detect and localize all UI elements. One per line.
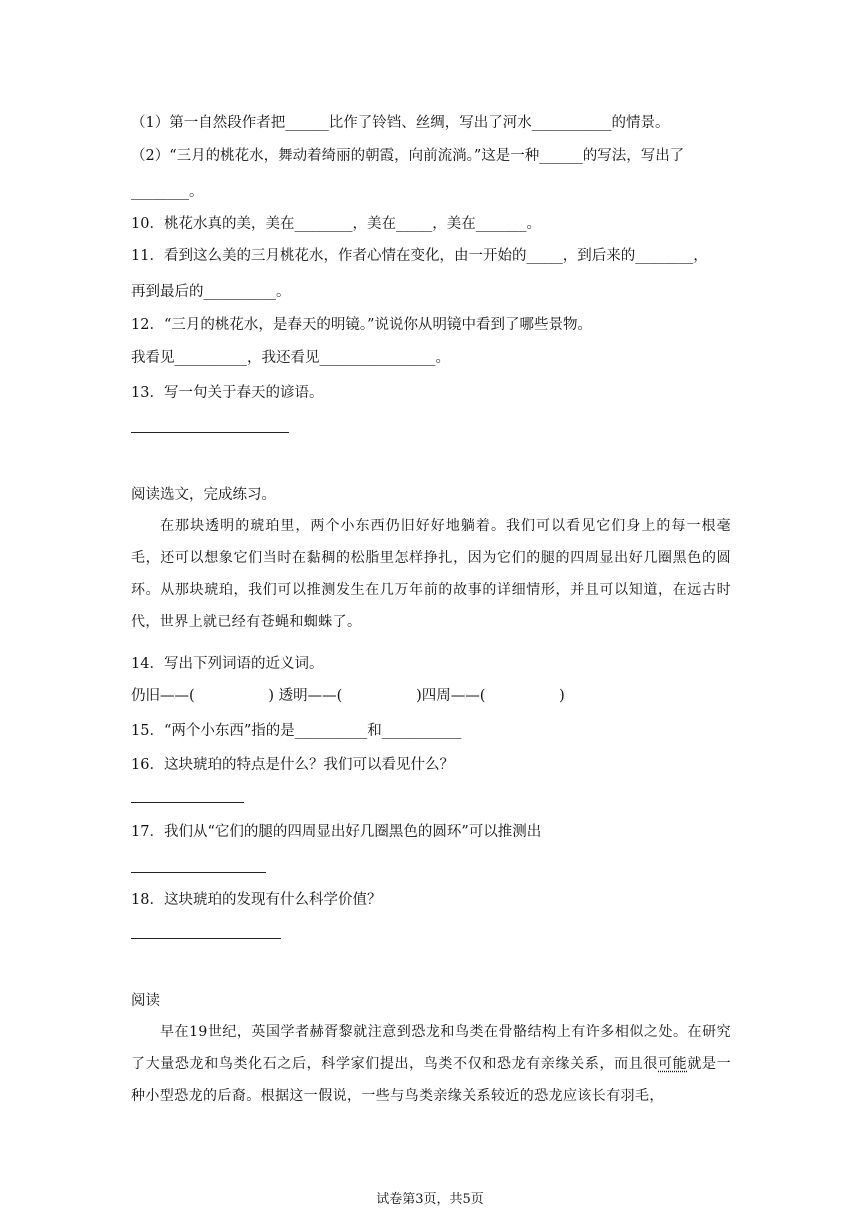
question-14-blanks: 仍旧——( ) 透明——( )四周——( ) xyxy=(131,688,565,704)
answer-line-18 xyxy=(131,938,281,939)
question-15: 15．“两个小东西”指的是__________和___________ xyxy=(131,723,462,739)
question-9-part-2: （2）“三月的桃花水，舞动着绮丽的朝霞，向前流淌。”这是一种______的写法，写出了 xyxy=(131,148,685,164)
answer-line-17 xyxy=(131,872,266,873)
answer-line-13 xyxy=(131,432,289,433)
question-10: 10．桃花水真的美，美在________，美在_____，美在_______。 xyxy=(131,216,541,232)
dotted-emphasis: 可能 xyxy=(658,1056,688,1072)
question-9-part-2-continued: ________。 xyxy=(131,184,204,200)
question-12: 12．“三月的桃花水，是春天的明镜。”说说你从明镜中看到了哪些景物。 xyxy=(131,317,593,333)
question-16: 16．这块琥珀的特点是什么？我们可以看见什么？ xyxy=(131,757,454,773)
section-heading-amber: 阅读选文，完成练习。 xyxy=(131,487,276,503)
answer-line-16 xyxy=(131,802,244,803)
question-9-part-1: （1）第一自然段作者把______比作了铃铛、丝绸，写出了河水___________的情景。 xyxy=(131,115,670,131)
question-11: 11．看到这么美的三月桃花水，作者心情在变化，由一开始的_____，到后来的________， xyxy=(131,248,708,264)
dinosaur-passage: 早在19世纪，英国学者赫胥黎就注意到恐龙和鸟类在骨骼结构上有许多相似之处。在研究了大量恐龙和鸟类化石之后，科学家们提出，鸟类不仅和恐龙有亲缘关系，而且很可能就是一种小型恐龙的后裔。根据这一假说，一些与鸟类亲缘关系较近的恐龙应该长有羽毛， xyxy=(131,1024,731,1104)
question-14: 14．写出下列词语的近义词。 xyxy=(131,656,324,672)
section-heading-read: 阅读 xyxy=(131,993,160,1009)
question-13: 13．写一句关于春天的谚语。 xyxy=(131,385,324,401)
question-17: 17．我们从“它们的腿的四周显出好几圈黑色的圆环”可以推测出 xyxy=(131,824,542,840)
question-11-continued: 再到最后的__________。 xyxy=(131,284,291,300)
amber-passage: 在那块透明的琥珀里，两个小东西仍旧好好地躺着。我们可以看见它们身上的每一根毫毛，还可以想象它们当时在黏稠的松脂里怎样挣扎，因为它们的腿的四周显出好几圈黑色的圆环。从那块琥珀，我们可以推测发生在几万年前的故事的详细情形，并且可以知道，在远古时代，世界上就已经有苍蝇和蜘蛛了。 xyxy=(131,518,731,630)
page-footer: 试卷第3页，共5页 xyxy=(376,1192,484,1207)
question-18: 18．这块琥珀的发现有什么科学价值？ xyxy=(131,892,382,908)
question-12-answer: 我看见__________，我还看见________________。 xyxy=(131,350,450,366)
